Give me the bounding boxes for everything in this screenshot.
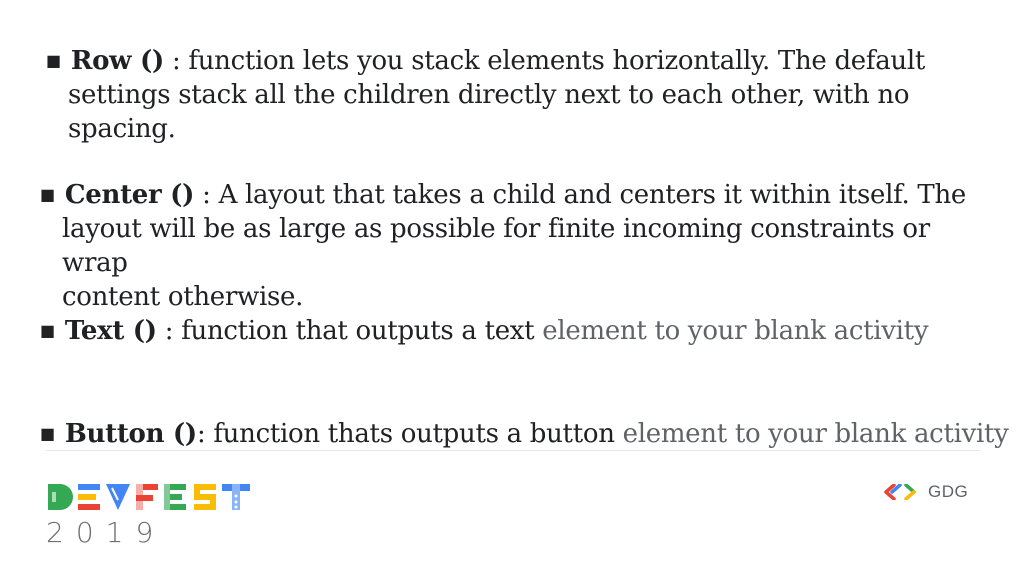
- bullet-row-text-1: : function lets you stack elements horizontally. The default: [164, 46, 926, 76]
- bullet-marker: ■: [46, 51, 61, 70]
- bullet-row-text-2: settings stack all the children directly next to each other, with no spacing.: [68, 80, 910, 144]
- gdg-logo: [884, 482, 968, 502]
- bullet-marker: ■: [40, 321, 55, 340]
- bullet-center: [40, 178, 1000, 314]
- devfest-logo: [46, 482, 252, 512]
- bullet-text-text-1: : function that outputs a text: [156, 316, 543, 346]
- gdg-label: GDG: [928, 482, 969, 501]
- term-row: Row (): [70, 46, 165, 76]
- devfest-year: 2019: [46, 516, 166, 549]
- term-center: Center (): [64, 180, 195, 210]
- term-text: Text (): [64, 316, 157, 346]
- bullet-center-text-1: : A layout that takes a child and centers it within itself. The: [194, 180, 966, 210]
- bullet-marker: ■: [40, 185, 55, 204]
- term-button: Button (): [64, 419, 197, 449]
- bullet-marker: ■: [40, 424, 55, 443]
- bullet-button: [40, 417, 1020, 451]
- bullet-text: [40, 314, 1000, 348]
- gdg-brackets-icon: [884, 484, 922, 500]
- bullet-center-text-3: content otherwise.: [62, 282, 304, 312]
- bullet-row: [46, 44, 1006, 146]
- divider: [46, 450, 980, 451]
- bullet-button-muted: element to your blank activity: [622, 419, 1009, 449]
- bullet-center-text-2: layout will be as large as possible for finite incoming constraints or wrap: [62, 214, 930, 278]
- bullet-text-muted: element to your blank activity: [542, 316, 929, 346]
- bullet-button-text-1: : function thats outputs a button: [196, 419, 623, 449]
